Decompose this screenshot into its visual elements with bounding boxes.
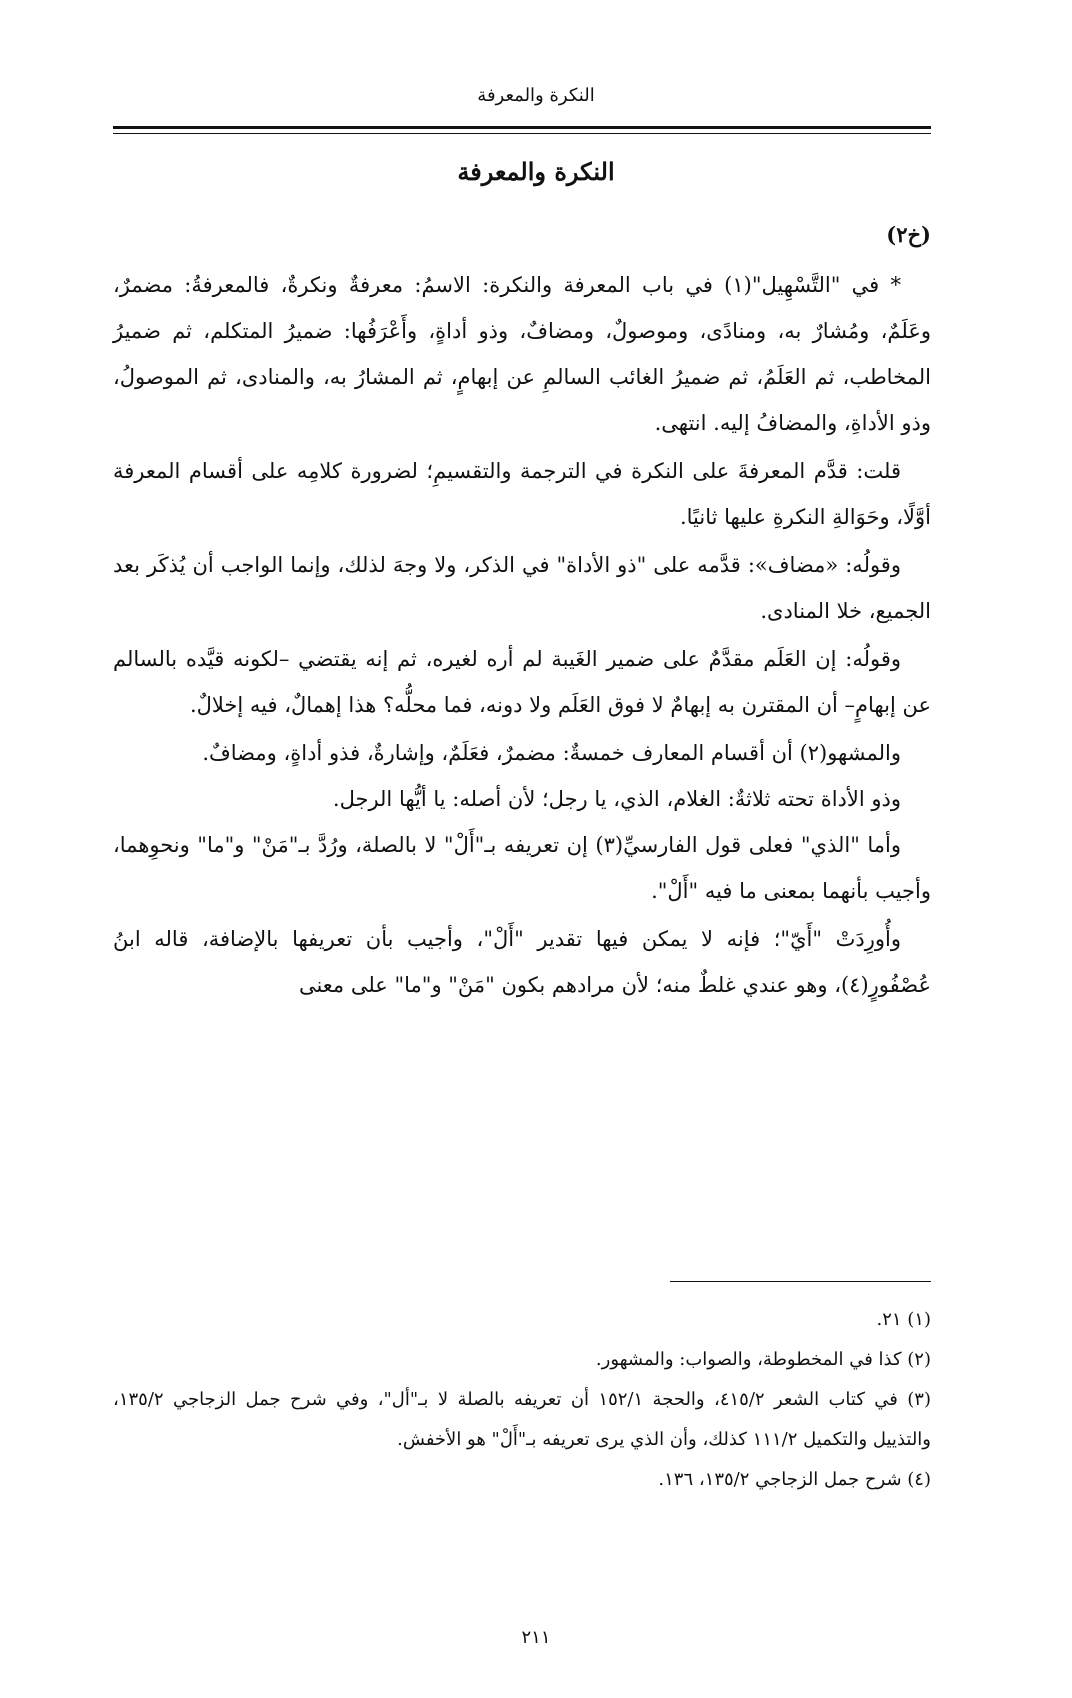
footnote: (١) ٢١. bbox=[876, 1309, 931, 1330]
header-rule-thick bbox=[113, 126, 931, 129]
paragraph: والمشهو(٢) أن أقسام المعارف خمسةٌ: مضمرٌ، فعَلَمٌ، وإشارةٌ، فذو أداةٍ، ومضافٌ. bbox=[202, 741, 901, 765]
paragraph: وأُورِدَتْ "أَيّ"؛ فإنه لا يمكن فيها تقدير "أَلْ"، وأجيب بأن تعريفها بالإضافة، قاله ابنُ عُصْفُورٍ(٤)، وهو عندي غلطٌ منه؛ لأن مرادهم بكون "مَنْ" و"ما" على معنى bbox=[113, 927, 931, 997]
paragraph: وقولُه: «مضاف»: قدَّمه على "ذو الأداة" في الذكر، ولا وجهَ لذلك، وإنما الواجب أن يُذكَر بعد الجميع، خلا المنادى. bbox=[113, 553, 931, 623]
page-number: ٢١١ bbox=[521, 1627, 551, 1648]
paragraph: وذو الأداة تحته ثلاثةٌ: الغلام، الذي، يا رجل؛ لأن أصله: يا أيُّها الرجل. bbox=[332, 787, 901, 811]
footnote-separator bbox=[670, 1281, 931, 1282]
footnote: (٤) شرح جمل الزجاجي ١٣٥/٢، ١٣٦. bbox=[658, 1469, 931, 1490]
section-label: (خ٢) bbox=[886, 222, 931, 247]
main-text bbox=[113, 262, 931, 1010]
footnote: (٣) في كتاب الشعر ٤١٥/٢، والحجة ١٥٢/١ أن تعريفه بالصلة لا بـ"أل"، وفي شرح جمل الزجاجي ١٣٥/٢، والتذييل والتكميل ١١١/٢ كذلك، وأن الذي يرى تعريفه بـ"أَلْ" هو الأخفش. bbox=[113, 1389, 931, 1450]
footnote: (٢) كذا في المخطوطة، والصواب: والمشهور. bbox=[595, 1349, 931, 1370]
header-rule-thin bbox=[113, 133, 931, 134]
chapter-title: النكرة والمعرفة bbox=[457, 157, 615, 186]
running-header: النكرة والمعرفة bbox=[477, 85, 595, 106]
footnotes bbox=[113, 1300, 931, 1500]
paragraph: وقولُه: إن العَلَم مقدَّمٌ على ضمير الغَيبة لم أره لغيره، ثم إنه يقتضي –لكونه قيَّده بالسالم عن إبهامٍ– أن المقترن به إبهامٌ لا فوق العَلَم ولا دونه، فما محلُّه؟ هذا إهمالٌ، فيه إخلالٌ. bbox=[113, 647, 931, 717]
paragraph: * في "التَّسْهِيل"(١) في باب المعرفة والنكرة: الاسمُ: معرفةٌ ونكرةٌ، فالمعرفةُ: مضمرٌ، وعَلَمٌ، ومُشارٌ به، ومنادًى، وموصولٌ، ومضافٌ، وذو أداةٍ، وأَعْرَفُها: ضميرُ المتكلم، ثم ضميرُ المخاطب، ثم العَلَمُ، ثم ضميرُ الغائب السالمِ عن إبهامٍ، ثم المشارُ به، والمنادى، ثم الموصولُ، وذو الأداةِ، والمضافُ إليه. انتهى. bbox=[113, 273, 931, 435]
paragraph: قلت: قدَّم المعرفةَ على النكرة في الترجمة والتقسيمِ؛ لضرورة كلامِه على أقسام المعرفة أوَّلًا، وحَوَالةِ النكرةِ عليها ثانيًا. bbox=[113, 459, 931, 529]
paragraph: وأما "الذي" فعلى قول الفارسيِّ(٣) إن تعريفه بـ"أَلْ" لا بالصلة، ورُدَّ بـ"مَنْ" و"ما" ونحوِهما، وأجيب بأنهما بمعنى ما فيه "أَلْ". bbox=[113, 833, 931, 903]
